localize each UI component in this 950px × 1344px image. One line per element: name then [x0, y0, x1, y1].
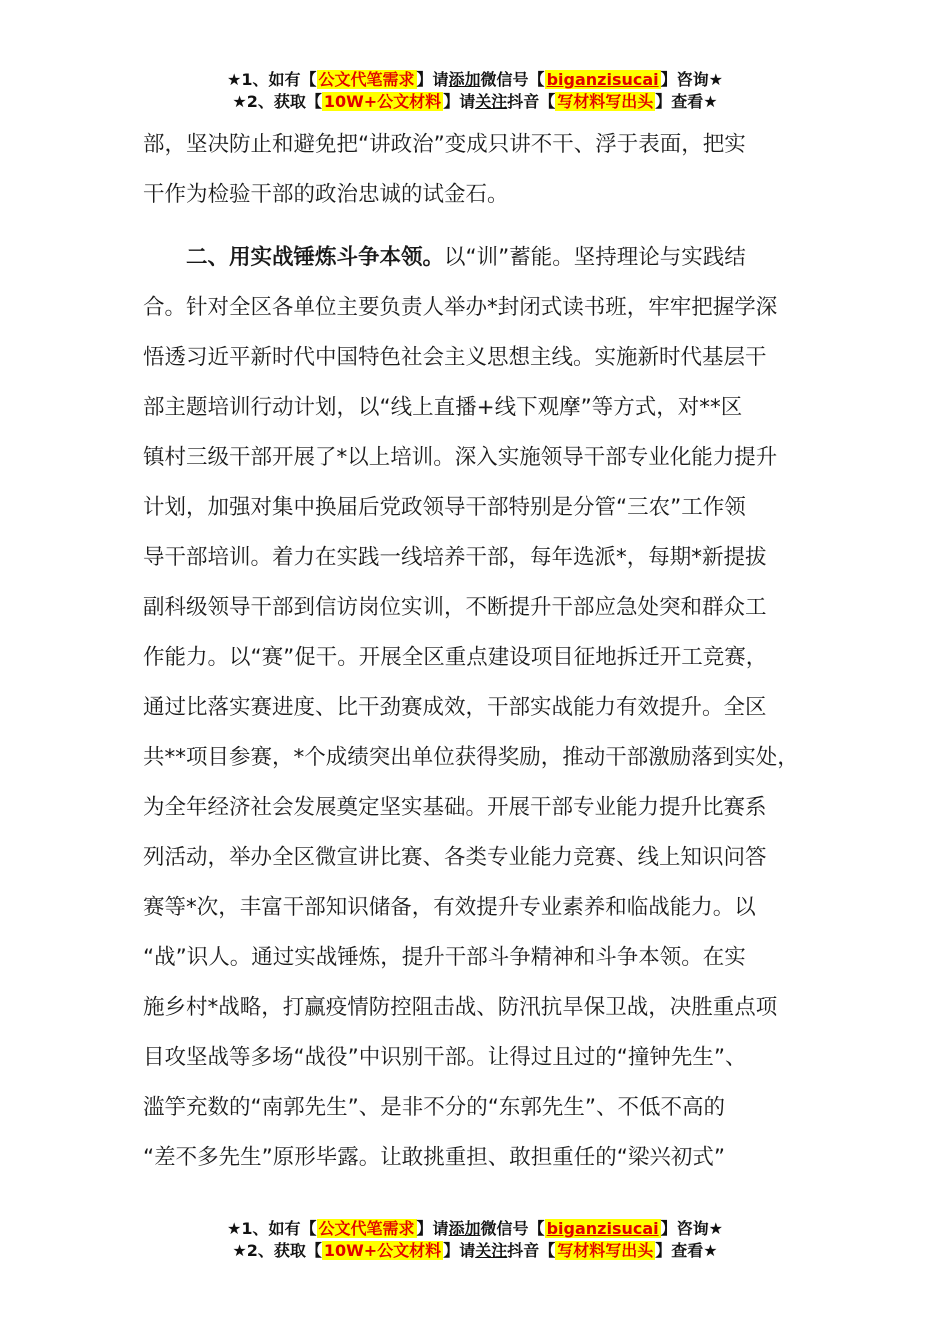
text-line: 悟透习近平新时代中国特色社会主义思想主线。实施新时代基层干 — [143, 345, 767, 370]
wechat-id-highlight: biganzisucai — [546, 70, 659, 89]
footer-banner-line-2 — [0, 1240, 950, 1262]
text-line: 为全年经济社会发展奠定坚实基础。开展干部专业能力提升比赛系 — [143, 795, 767, 820]
banner-highlight: 公文代笔需求 — [318, 70, 415, 89]
banner-highlight: 公文代笔需求 — [318, 1219, 415, 1238]
text-line: 计划，加强对集中换届后党政领导干部特别是分管“三农”工作领 — [143, 495, 746, 520]
text-line: 滥竽充数的“南郭先生”、是非不分的“东郭先生”、不低不高的 — [143, 1095, 726, 1120]
text-line: 导干部培训。着力在实践一线培养干部，每年选派*，每期*新提拔 — [143, 545, 767, 570]
text-line: 通过比落实赛进度、比干劲赛成效，干部实战能力有效提升。全区 — [143, 695, 767, 720]
banner-text: 】咨询★ — [660, 70, 723, 89]
banner-underlined-text: 关注 — [475, 92, 508, 111]
banner-text: 】请 — [416, 1219, 449, 1238]
text-line: 目攻坚战等多场“战役”中识别干部。让得过且过的“撞钟先生”、 — [143, 1045, 747, 1070]
text-line: 部主题培训行动计划，以“线上直播+线下观摩”等方式，对**区 — [143, 395, 743, 420]
banner-highlight: 10W+公文材料 — [323, 1241, 442, 1260]
text-line: 共**项目参赛，*个成绩突出单位获得奖励，推动干部激励落到实处， — [143, 745, 799, 770]
banner-text: 】请 — [443, 92, 476, 111]
section-heading-line — [143, 233, 833, 283]
footer-banner — [0, 1218, 950, 1262]
banner-text: ★2、获取【 — [232, 1241, 322, 1260]
section-heading: 二、用实战锤炼斗争本领。 — [186, 245, 445, 270]
banner-text: 抖音【 — [507, 1241, 556, 1260]
banner-highlight: 10W+公文材料 — [323, 92, 442, 111]
text-line: 镇村三级干部开展了*以上培训。深入实施领导干部专业化能力提升 — [143, 445, 778, 470]
douyin-account-highlight: 写材料写出头 — [557, 1241, 654, 1260]
banner-text: 】请 — [416, 70, 449, 89]
text-line: “战”识人。通过实战锤炼，提升干部斗争精神和斗争本领。在实 — [143, 945, 746, 970]
banner-text: 】请 — [443, 1241, 476, 1260]
banner-underlined-text: 添加 — [448, 1219, 481, 1238]
banner-text: 微信号【 — [480, 1219, 545, 1238]
banner-text: ★2、获取【 — [232, 92, 322, 111]
banner-text: ★1、如有【 — [227, 1219, 317, 1238]
text-line: 施乡村*战略，打赢疫情防控阻击战、防汛抗旱保卫战，决胜重点项 — [143, 995, 778, 1020]
header-banner-line-1 — [0, 69, 950, 91]
banner-text: ★1、如有【 — [227, 70, 317, 89]
text-line: 副科级领导干部到信访岗位实训，不断提升干部应急处突和群众工 — [143, 595, 767, 620]
paragraph-gap — [143, 220, 833, 233]
text-run: 以“训”蓄能。坚持理论与实践结 — [444, 245, 746, 270]
wechat-id-highlight: biganzisucai — [546, 1219, 659, 1238]
banner-text: 】查看★ — [655, 1241, 718, 1260]
banner-underlined-text: 添加 — [448, 70, 481, 89]
text-line: 作能力。以“赛”促干。开展全区重点建设项目征地拆迁开工竞赛， — [143, 645, 768, 670]
header-banner-line-2 — [0, 91, 950, 113]
banner-text: 】咨询★ — [660, 1219, 723, 1238]
text-line: 干作为检验干部的政治忠诚的试金石。 — [143, 182, 509, 207]
footer-banner-line-1 — [0, 1218, 950, 1240]
header-banner — [0, 69, 950, 113]
banner-underlined-text: 关注 — [475, 1241, 508, 1260]
text-line: 赛等*次，丰富干部知识储备，有效提升专业素养和临战能力。以 — [143, 895, 756, 920]
text-line: 合。针对全区各单位主要负责人举办*封闭式读书班，牢牢把握学深 — [143, 295, 778, 320]
banner-text: 微信号【 — [480, 70, 545, 89]
text-line: 列活动，举办全区微宣讲比赛、各类专业能力竞赛、线上知识问答 — [143, 845, 767, 870]
banner-text: 】查看★ — [655, 92, 718, 111]
text-line: “差不多先生”原形毕露。让敢挑重担、敢担重任的“梁兴初式” — [143, 1145, 726, 1170]
douyin-account-highlight: 写材料写出头 — [557, 92, 654, 111]
banner-text: 抖音【 — [507, 92, 556, 111]
text-line: 部，坚决防止和避免把“讲政治”变成只讲不干、浮于表面，把实 — [143, 132, 746, 157]
document-body — [143, 120, 833, 1183]
